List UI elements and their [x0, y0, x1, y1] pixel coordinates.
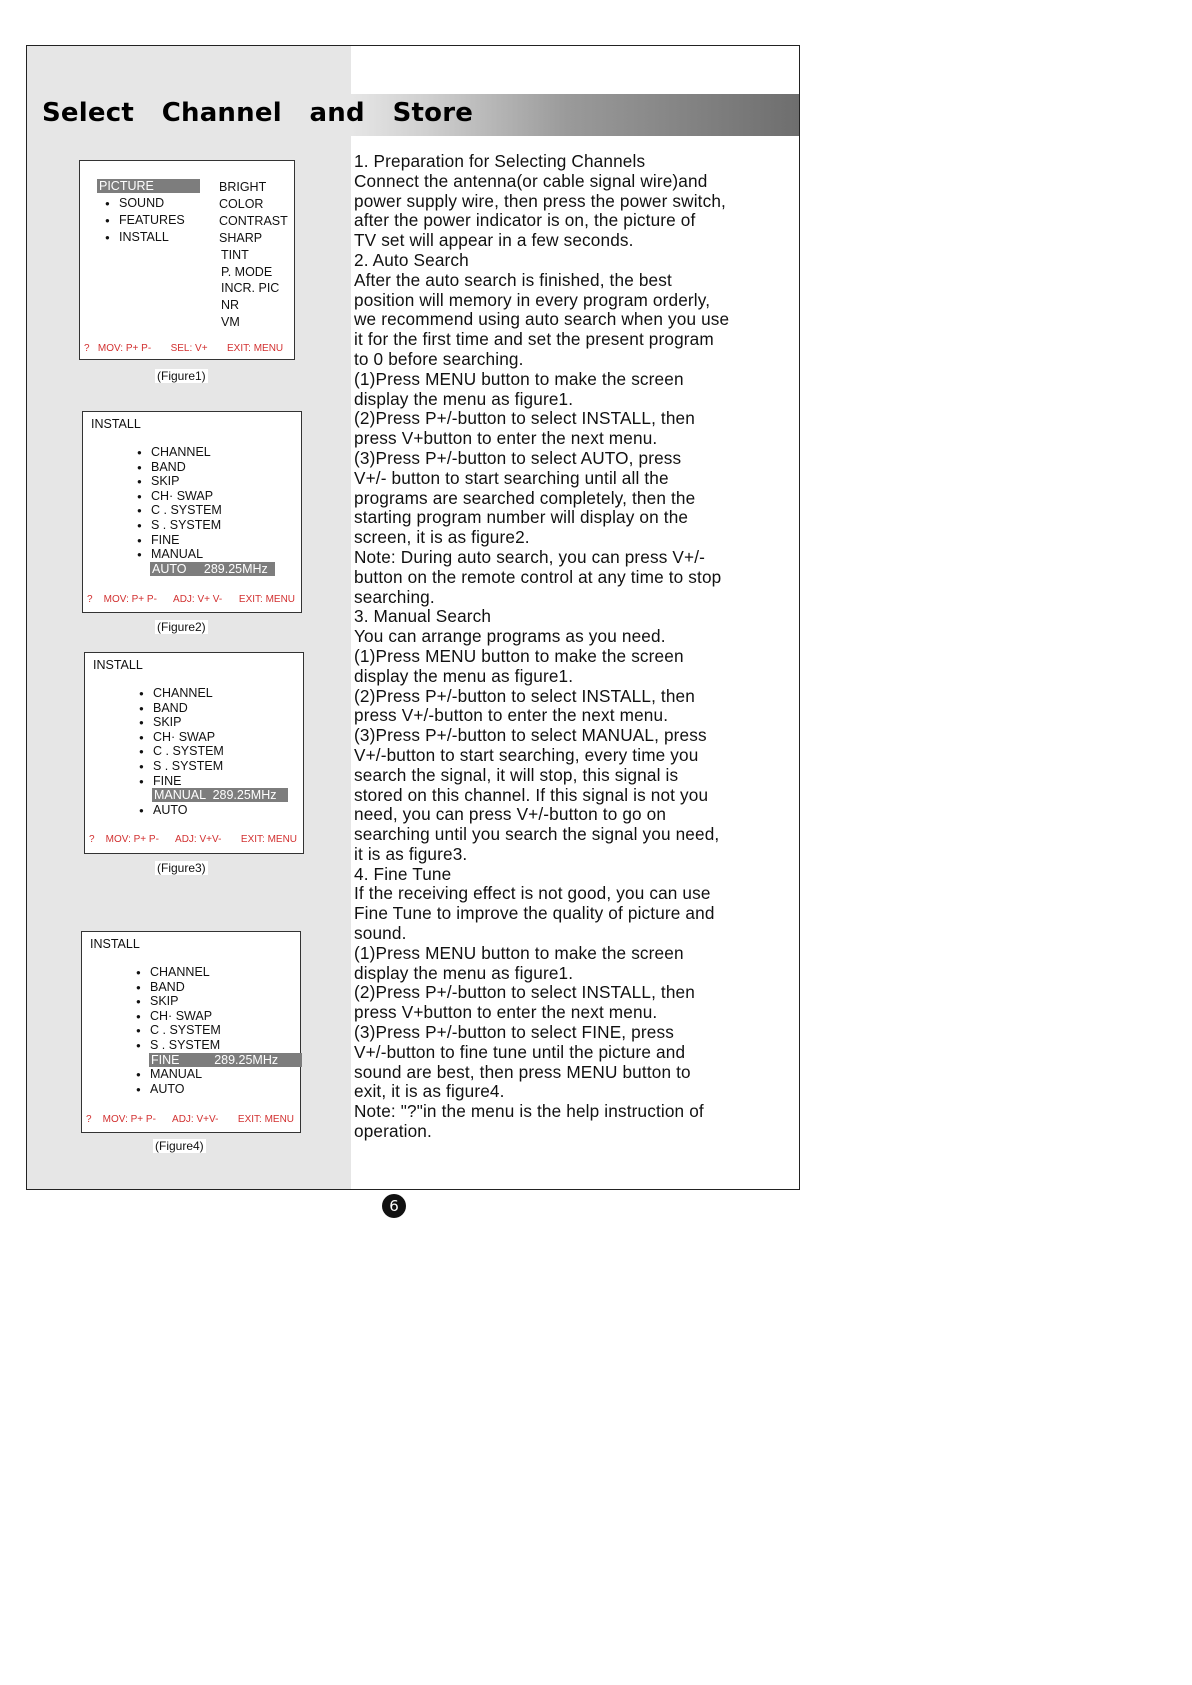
text-line: display the menu as figure1. — [354, 666, 574, 686]
submenu-item: TINT — [221, 248, 249, 262]
figure3-caption: (Figure3) — [157, 861, 206, 875]
install-item: ● CH· SWAP — [150, 1009, 212, 1023]
text-line: Note: "?"in the menu is the help instruction of — [354, 1102, 704, 1122]
page-number-badge: 6 — [382, 1194, 406, 1218]
install-item: ● C . SYSTEM — [151, 503, 222, 517]
text-line: (3)Press P+/-button to select MANUAL, press — [354, 726, 707, 746]
figure4-install-screen — [81, 931, 301, 1133]
text-line: it for the first time and set the present program — [354, 330, 714, 350]
text-line: search the signal, it will stop, this signal is — [354, 765, 679, 785]
instruction-text — [354, 152, 796, 1142]
submenu-item: BRIGHT — [219, 180, 267, 194]
menu-item-sound: ● SOUND — [119, 196, 164, 210]
install-header: INSTALL — [93, 658, 143, 672]
text-line: power supply wire, then press the power switch, — [354, 191, 726, 211]
text-line: V+/-button to start searching, every time you — [354, 745, 699, 765]
key-help-footer: ? MOV: P+ P- ADJ: V+V- EXIT: MENU — [89, 834, 298, 845]
submenu-item: SHARP — [219, 231, 263, 245]
install-header: INSTALL — [91, 417, 141, 431]
install-item-manual-selected: ● MANUAL 289.25MHz — [152, 788, 288, 802]
menu-item-picture: ● PICTURE — [97, 179, 200, 193]
install-item: ● C . SYSTEM — [150, 1023, 221, 1037]
figure3-install-screen — [84, 652, 304, 854]
text-line: (2)Press P+/-button to select INSTALL, then — [354, 686, 695, 706]
text-line: (3)Press P+/-button to select FINE, press — [354, 1023, 674, 1043]
text-line: stored on this channel. If this signal is not you — [354, 785, 709, 805]
text-line: 3. Manual Search — [354, 607, 492, 627]
install-item: ● S . SYSTEM — [151, 518, 221, 532]
install-item: ● CH· SWAP — [153, 730, 215, 744]
install-item: ● BAND — [153, 701, 188, 715]
text-line: display the menu as figure1. — [354, 389, 574, 409]
text-line: screen, it is as figure2. — [354, 528, 530, 548]
text-line: searching until you search the signal you need, — [354, 825, 720, 845]
text-line: need, you can press V+/-button to go on — [354, 805, 667, 825]
text-line: You can arrange programs as you need. — [354, 627, 666, 647]
submenu-item: INCR. PIC — [221, 281, 280, 295]
text-line: exit, it is as figure4. — [354, 1082, 505, 1102]
text-line: we recommend using auto search when you use — [354, 310, 730, 330]
figure2-caption: (Figure2) — [157, 620, 206, 634]
text-line: V+/- button to start searching until all the — [354, 468, 669, 488]
install-item: ● CHANNEL — [150, 965, 210, 979]
title-bar — [27, 94, 799, 136]
install-item: ● AUTO — [153, 803, 188, 817]
text-line: operation. — [354, 1122, 432, 1142]
text-line: (1)Press MENU button to make the screen — [354, 943, 684, 963]
text-line: programs are searched completely, then the — [354, 488, 696, 508]
text-line: (2)Press P+/-button to select INSTALL, then — [354, 409, 695, 429]
key-help-footer: ? MOV: P+ P- ADJ: V+ V- EXIT: MENU — [87, 594, 296, 605]
install-item: ● CHANNEL — [151, 445, 211, 459]
install-item: ● AUTO — [150, 1082, 185, 1096]
figure1-caption: (Figure1) — [157, 369, 206, 383]
install-item: ● FINE — [151, 533, 179, 547]
text-line: (3)Press P+/-button to select AUTO, press — [354, 448, 682, 468]
text-line: After the auto search is finished, the best — [354, 270, 672, 290]
install-item-auto-selected: ● AUTO 289.25MHz — [150, 562, 275, 576]
text-line: it is as figure3. — [354, 844, 468, 864]
install-item: ● MANUAL — [150, 1067, 202, 1081]
text-line: press V+/-button to enter the next menu. — [354, 706, 669, 726]
install-header: INSTALL — [90, 937, 140, 951]
text-line: (1)Press MENU button to make the screen — [354, 369, 684, 389]
install-item: ● CH· SWAP — [151, 489, 213, 503]
text-line: to 0 before searching. — [354, 349, 524, 369]
text-line: 4. Fine Tune — [354, 864, 452, 884]
submenu-item: VM — [221, 315, 240, 329]
text-line: searching. — [354, 587, 435, 607]
install-item: ● SKIP — [151, 474, 180, 488]
submenu-item: NR — [221, 298, 240, 312]
install-item-fine-selected: ● FINE 289.25MHz — [149, 1053, 302, 1067]
text-line: 1. Preparation for Selecting Channels — [354, 152, 646, 171]
figure2-install-screen — [82, 411, 302, 613]
text-line: after the power indicator is on, the picture of — [354, 211, 696, 231]
text-line: display the menu as figure1. — [354, 963, 574, 983]
install-item: ● BAND — [150, 980, 185, 994]
submenu-item: P. MODE — [221, 265, 273, 279]
figure1-menu-screen — [79, 160, 295, 360]
submenu-item: CONTRAST — [219, 214, 288, 228]
install-item: ● FINE — [153, 774, 181, 788]
text-line: TV set will appear in a few seconds. — [354, 231, 634, 251]
key-help-footer: ? MOV: P+ P- SEL: V+ EXIT: MENU — [84, 343, 284, 354]
menu-item-install: ● INSTALL — [119, 230, 169, 244]
text-line: (1)Press MENU button to make the screen — [354, 646, 684, 666]
text-line: If the receiving effect is not good, you can use — [354, 884, 711, 904]
text-line: starting program number will display on the — [354, 508, 689, 528]
submenu-item: COLOR — [219, 197, 264, 211]
text-line: Note: During auto search, you can press V+/- — [354, 547, 706, 567]
text-line: Fine Tune to improve the quality of picture and — [354, 904, 715, 924]
menu-item-features: ● FEATURES — [119, 213, 185, 227]
text-line: press V+button to enter the next menu. — [354, 429, 658, 449]
text-line: 2. Auto Search — [354, 250, 469, 270]
install-item: ● S . SYSTEM — [153, 759, 223, 773]
install-item: ● S . SYSTEM — [150, 1038, 220, 1052]
text-line: (2)Press P+/-button to select INSTALL, then — [354, 983, 695, 1003]
figure4-caption: (Figure4) — [155, 1139, 204, 1153]
install-item: ● SKIP — [150, 994, 179, 1008]
page-title: Select Channel and Store — [42, 98, 474, 128]
install-item: ● BAND — [151, 460, 186, 474]
install-item: ● CHANNEL — [153, 686, 213, 700]
install-item: ● SKIP — [153, 715, 182, 729]
text-line: sound. — [354, 924, 407, 944]
text-line: button on the remote control at any time to stop — [354, 567, 722, 587]
install-item: ● C . SYSTEM — [153, 744, 224, 758]
text-line: press V+button to enter the next menu. — [354, 1003, 658, 1023]
install-item: ● MANUAL — [151, 547, 203, 561]
text-line: sound are best, then press MENU button to — [354, 1062, 691, 1082]
text-line: position will memory in every program orderly, — [354, 290, 711, 310]
key-help-footer: ? MOV: P+ P- ADJ: V+V- EXIT: MENU — [86, 1114, 295, 1125]
text-line: V+/-button to fine tune until the picture and — [354, 1042, 686, 1062]
text-line: Connect the antenna(or cable signal wire)and — [354, 171, 708, 191]
